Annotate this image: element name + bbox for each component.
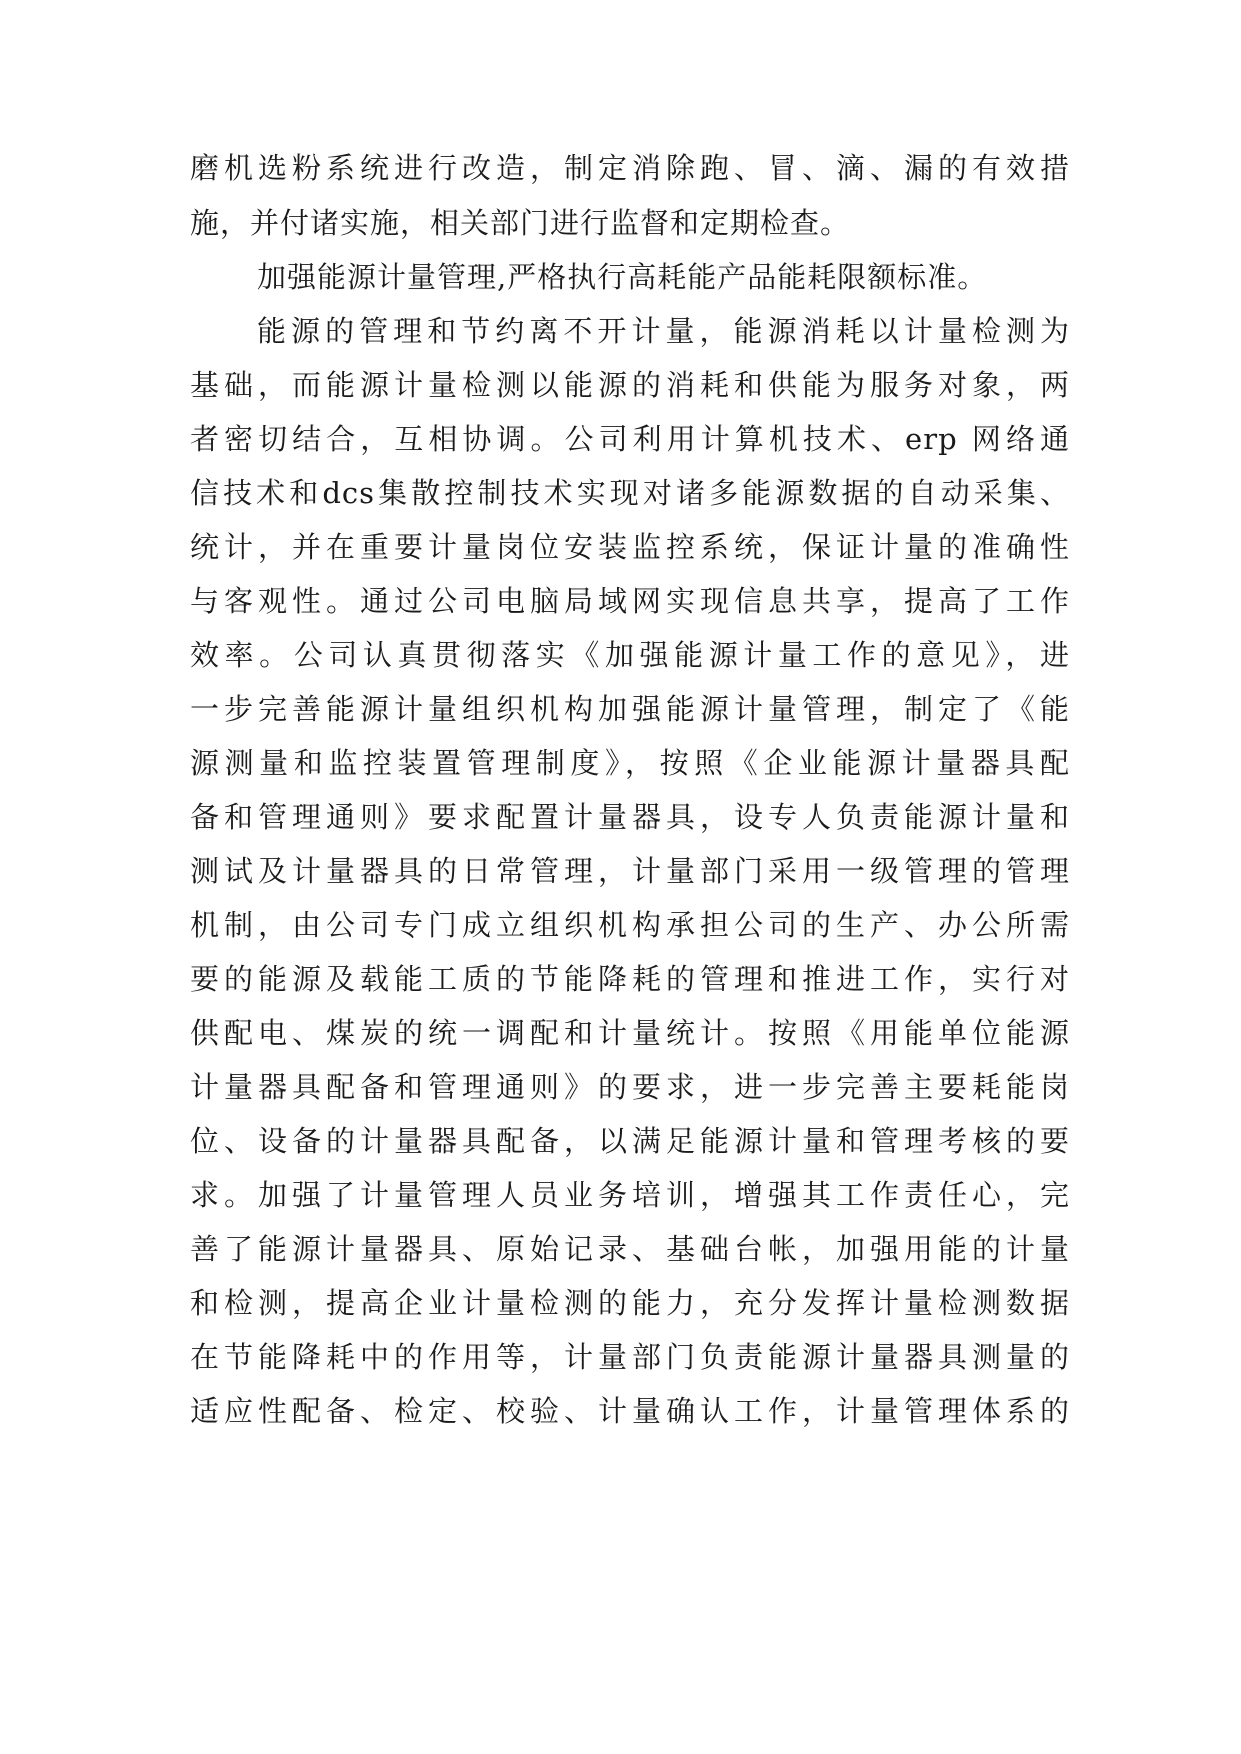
text-line-2: 施，并付诸实施，相关部门进行监督和定期检查。	[190, 206, 851, 240]
text-line-6: 者密切结合，互相协调。公司利用计算机技术、erp 网络通	[190, 422, 1070, 456]
text-line-3: 加强能源计量管理,严格执行高耗能产品能耗限额标准。	[257, 260, 988, 294]
text-line-23: 在节能降耗中的作用等，计量部门负责能源计量器具测量的	[190, 1340, 1070, 1374]
text-line-22: 和检测，提高企业计量检测的能力，充分发挥计量检测数据	[190, 1286, 1070, 1320]
text-line-15: 机制，由公司专门成立组织机构承担公司的生产、办公所需	[190, 908, 1070, 942]
text-line-24: 适应性配备、检定、校验、计量确认工作，计量管理体系的	[190, 1394, 1070, 1428]
text-line-21: 善了能源计量器具、原始记录、基础台帐，加强用能的计量	[190, 1232, 1070, 1266]
text-line-17: 供配电、煤炭的统一调配和计量统计。按照《用能单位能源	[190, 1016, 1070, 1050]
text-line-10: 效率。公司认真贯彻落实《加强能源计量工作的意见》，进	[190, 638, 1070, 672]
text-line-12: 源测量和监控装置管理制度》，按照《企业能源计量器具配	[190, 746, 1070, 780]
text-line-8: 统计，并在重要计量岗位安装监控系统，保证计量的准确性	[190, 530, 1070, 564]
text-line-11: 一步完善能源计量组织机构加强能源计量管理，制定了《能	[190, 692, 1070, 726]
text-line-9: 与客观性。通过公司电脑局域网实现信息共享，提高了工作	[190, 584, 1070, 618]
text-line-4: 能源的管理和节约离不开计量，能源消耗以计量检测为	[257, 314, 1070, 348]
text-line-7: 信技术和dcs集散控制技术实现对诸多能源数据的自动采集、	[190, 476, 1070, 510]
text-line-16: 要的能源及载能工质的节能降耗的管理和推进工作，实行对	[190, 962, 1070, 996]
text-line-13: 备和管理通则》要求配置计量器具，设专人负责能源计量和	[190, 800, 1070, 834]
text-line-19: 位、设备的计量器具配备，以满足能源计量和管理考核的要	[190, 1124, 1070, 1158]
text-line-20: 求。加强了计量管理人员业务培训，增强其工作责任心，完	[190, 1178, 1070, 1212]
text-line-5: 基础，而能源计量检测以能源的消耗和供能为服务对象，两	[190, 368, 1070, 402]
text-line-1: 磨机选粉系统进行改造，制定消除跑、冒、滴、漏的有效措	[190, 151, 1070, 185]
text-line-18: 计量器具配备和管理通则》的要求，进一步完善主要耗能岗	[190, 1070, 1070, 1104]
text-line-14: 测试及计量器具的日常管理，计量部门采用一级管理的管理	[190, 854, 1070, 888]
